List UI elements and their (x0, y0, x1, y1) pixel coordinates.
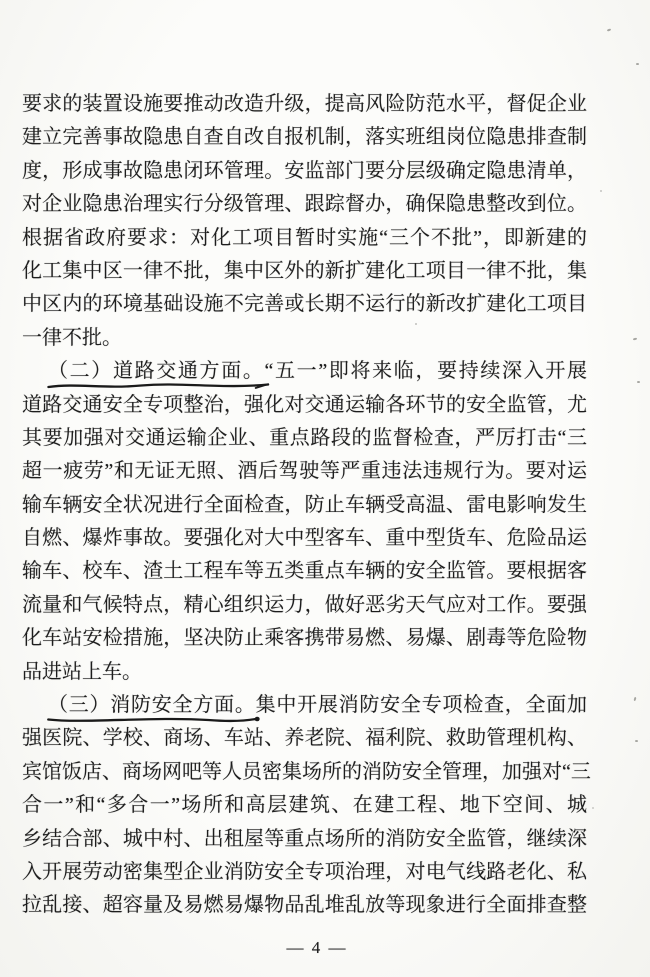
section-3-heading-text: （三）消防安全方面。 (48, 694, 256, 717)
text-line: 乡结合部、城中村、出租屋等重点场所的消防安全监管，继续深 (22, 827, 587, 850)
text-line: 道路交通安全专项整治，强化对交通运输各环节的安全监管，尤 (22, 393, 587, 416)
text-line: 自燃、爆炸事故。要强化对大中型客车、重中型货车、危险品运 (22, 527, 587, 550)
text-line: 根据省政府要求：对化工项目暂时实施“三个不批”，即新建的 (22, 226, 587, 249)
text-line: 要求的装置设施要推动改造升级，提高风险防范水平，督促企业 (22, 93, 587, 115)
text-line: 强医院、学校、商场、车站、养老院、福利院、救助管理机构、 (22, 727, 587, 750)
section-2-heading-text: （二）道路交通方面。 (48, 360, 265, 383)
hand-drawn-underline-icon (45, 714, 263, 726)
section-3-heading (48, 694, 256, 716)
scan-speck (637, 381, 640, 383)
hand-drawn-underline-icon (45, 380, 272, 392)
section-3-heading-line (22, 689, 587, 722)
text-line: 输车、校车、渣土工程车等五类重点车辆的安全监管。要根据客 (22, 560, 587, 583)
text-line: 化工集中区一律不批，集中区外的新扩建化工项目一律不批，集 (22, 259, 587, 282)
text-line: 宾馆饭店、商场网吧等人员密集场所的消防安全管理，加强对“三 (22, 760, 591, 783)
section-2-heading-line (22, 355, 587, 388)
scan-speck (607, 28, 611, 31)
scan-speck (415, 323, 417, 325)
text-line: 合一”和“多合一”场所和高层建筑、在建工程、地下空间、城 (22, 794, 587, 817)
text-line: 超一疲劳”和无证无照、酒后驾驶等严重违法违规行为。要对运 (22, 460, 587, 483)
page-footer (0, 938, 642, 958)
text-line: 品进站上车。 (22, 660, 142, 683)
section-3-first-line-rest: 集中开展消防安全专项检查，全面加 (255, 694, 588, 717)
text-line: 对企业隐患治理实行分级管理、跟踪督办，确保隐患整改到位。 (22, 193, 587, 216)
page-body (22, 88, 591, 923)
text-line: 输车辆安全状况进行全面检查，防止车辆受高温、雷电影响发生 (22, 493, 587, 516)
text-line: 建立完善事故隐患自查自改自报机制，落实班组岗位隐患排查制 (22, 126, 587, 149)
text-line: 其要加强对交通运输企业、重点路段的监督检查，严厉打击“三 (22, 426, 587, 449)
text-line: 拉乱接、超容量及易燃易爆物品乱堆乱放等现象进行全面排查整 (22, 894, 587, 917)
text-line: 一律不批。 (22, 326, 122, 349)
section-2-heading (48, 360, 265, 382)
scan-speck (592, 807, 594, 809)
scan-speck (635, 740, 638, 742)
text-line: 流量和气候特点，精心组织运力，做好恶劣天气应对工作。要强 (22, 593, 587, 616)
text-line: 化车站安检措施，坚决防止乘客携带易燃、易爆、剧毒等危险物 (22, 627, 587, 650)
text-line: 入开展劳动密集型企业消防安全专项治理，对电气线路老化、私 (22, 860, 587, 883)
scan-speck (636, 63, 639, 65)
text-line: 度，形成事故隐患闭环管理。安监部门要分层级确定隐患清单， (22, 159, 587, 182)
section-2-first-line-rest: “五一”即将来临，要持续深入开展 (264, 360, 587, 383)
scan-speck (600, 190, 602, 192)
text-line: 中区内的环境基础设施不完善或长期不运行的新改扩建化工项目 (22, 293, 587, 316)
scan-speck (634, 697, 637, 701)
scan-speck (633, 338, 637, 341)
page-number: — 4 — (286, 938, 348, 957)
